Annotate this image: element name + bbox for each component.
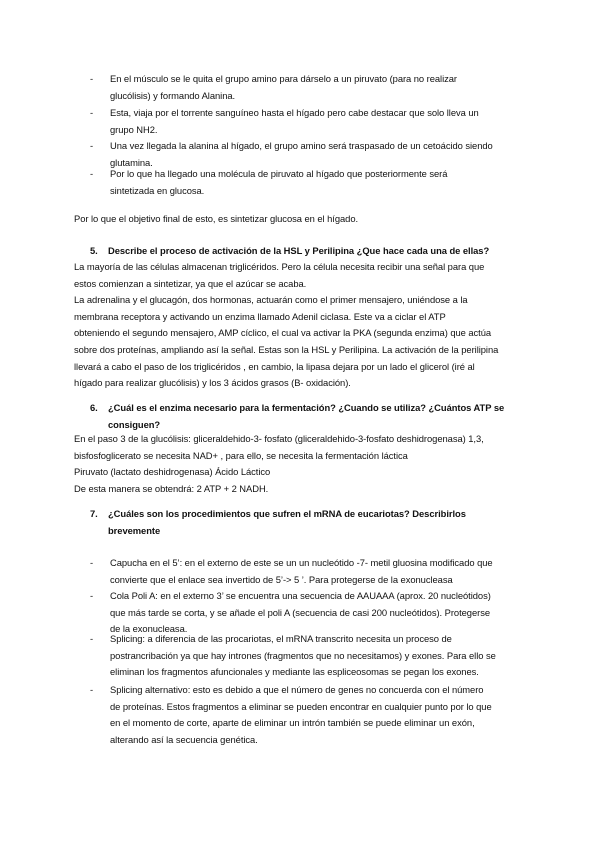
text-line: llevará a cabo el paso de los triglicéridos , en cambio, la lipasa dejara por un lado el glicerol (iré al xyxy=(74,360,475,372)
bullet-dash: - xyxy=(90,684,94,695)
question-heading-6 xyxy=(90,400,530,433)
text-line: glutamina. xyxy=(110,156,153,168)
bullet-dash: - xyxy=(90,557,94,568)
text-line: convierte que el enlace sea invertido de 5’-> 5 ’. Para protegerse de la exonucleasa xyxy=(110,573,453,585)
answer-paragraph-6 xyxy=(74,431,534,497)
text-line: grupo NH2. xyxy=(110,123,158,135)
bullet-dash: - xyxy=(90,140,94,151)
text-line: de la exonucleasa. xyxy=(110,623,188,635)
text-line: de proteínas. Estos fragmentos a eliminar se pueden encontrar en cualquier punto por lo que xyxy=(110,700,492,712)
text-line: La adrenalina y el glucagón, dos hormonas, actuarán como el primer mensajero, uniéndose a la xyxy=(74,294,468,306)
question-title: ¿Cuáles son los procedimientos que sufren el mRNA de eucariotas? Describirlos xyxy=(108,508,466,519)
text-line: postrancribación ya que hay intrones (fragmentos que no necesitamos) y exones. Para ello se xyxy=(110,649,496,661)
question-title: brevemente xyxy=(108,524,161,536)
question-title: Describe el proceso de activación de la HSL y Perilipina ¿Que hace cada una de ellas? xyxy=(108,245,490,256)
question-heading-7 xyxy=(90,506,530,539)
text-line: sintetizada en glucosa. xyxy=(110,184,205,196)
question-number: 7. xyxy=(90,508,98,519)
text-line: glucólisis) y formando Alanina. xyxy=(110,89,236,101)
text-line: En el paso 3 de la glucólisis: gliceraldehido-3- fosfato (gliceraldehido-3-fosfato deshidrogenasa) 1,3, xyxy=(74,433,484,444)
bullet-dash: - xyxy=(90,590,94,601)
text-line: eliminan los fragmentos afuncionales y mediante las espliceosomas se pegan los exones. xyxy=(110,666,479,678)
list-item xyxy=(90,631,530,681)
list-item xyxy=(90,682,530,748)
text-line: Piruvato (lactato deshidrogenasa) Ácido Láctico xyxy=(74,466,271,478)
text-line: Splicing: a diferencia de las procariotas, el mRNA transcrito necesita un proceso de xyxy=(110,633,452,644)
paragraph xyxy=(74,211,534,228)
list-item xyxy=(90,105,530,138)
question-title: ¿Cuál es el enzima necesario para la fermentación? ¿Cuando se utiliza? ¿Cuántos ATP se xyxy=(108,402,505,413)
list-item xyxy=(90,166,530,199)
text-line: Por lo que ha llegado una molécula de piruvato al hígado que posteriormente será xyxy=(110,168,448,179)
text-line: En el músculo se le quita el grupo amino para dárselo a un piruvato (para no realizar xyxy=(110,73,457,84)
bullet-dash: - xyxy=(90,168,94,179)
text-line: Una vez llegada la alanina al hígado, el grupo amino será traspasado de un cetoácido siendo xyxy=(110,140,493,151)
bullet-dash: - xyxy=(90,73,94,84)
bullet-dash: - xyxy=(90,107,94,118)
text-line: Splicing alternativo: esto es debido a que el número de genes no concuerda con el número xyxy=(110,684,484,695)
text-line: sobre dos proteínas, ampliando así la señal. Estas son la HSL y Perilipina. La activación de la perilipina xyxy=(74,343,499,355)
list-item xyxy=(90,71,530,104)
text-line: La mayoría de las células almacenan triglicéridos. Pero la célula necesita recibir una señal para que xyxy=(74,261,485,272)
text-line: Esta, viaja por el torrente sanguíneo hasta el hígado pero cabe destacar que solo lleva un xyxy=(110,107,479,118)
list-item xyxy=(90,555,530,588)
text-line: obteniendo el segundo mensajero, AMP cíclico, el cual va activar la PKA (segunda enzima) que actúa xyxy=(74,327,492,339)
question-title: consiguen? xyxy=(108,418,161,430)
text-line: Por lo que el objetivo final de esto, es sintetizar glucosa en el hígado. xyxy=(74,213,359,224)
bullet-dash: - xyxy=(90,633,94,644)
question-number: 5. xyxy=(90,245,98,256)
text-line: en el momento de corte, aparte de eliminar un intrón también se puede eliminar un exón, xyxy=(110,717,475,729)
text-line: bisfosfoglicerato se necesita NAD+ , para ello, se necesita la fermentación láctica xyxy=(74,449,408,461)
answer-paragraph-5 xyxy=(74,259,534,392)
text-line: membrana receptora y activando un enzima llamado Adenil ciclasa. Este va a ciclar el ATP xyxy=(74,310,446,322)
text-line: alterando así la secuencia genética. xyxy=(110,733,258,745)
question-number: 6. xyxy=(90,402,98,413)
text-line: Capucha en el 5’: en el externo de este se un un nucleótido -7- metil gluosina modificado que xyxy=(110,557,493,568)
text-line: De esta manera se obtendrá: 2 ATP + 2 NADH. xyxy=(74,482,269,494)
text-line: que más tarde se corta, y se añade el poli A (secuencia de casi 200 nucleótidos). Protegerse xyxy=(110,606,491,618)
text-line: estos comienzan a sintetizar, ya que el azúcar se acaba. xyxy=(74,277,307,289)
text-line: hígado para realizar glucólisis) y los 3 ácidos grasos (B- oxidación). xyxy=(74,377,351,389)
text-line: Cola Poli A: en el externo 3’ se encuentra una secuencia de AAUAAA (aprox. 20 nucleótidos) xyxy=(110,590,491,601)
question-heading-5 xyxy=(90,243,530,260)
